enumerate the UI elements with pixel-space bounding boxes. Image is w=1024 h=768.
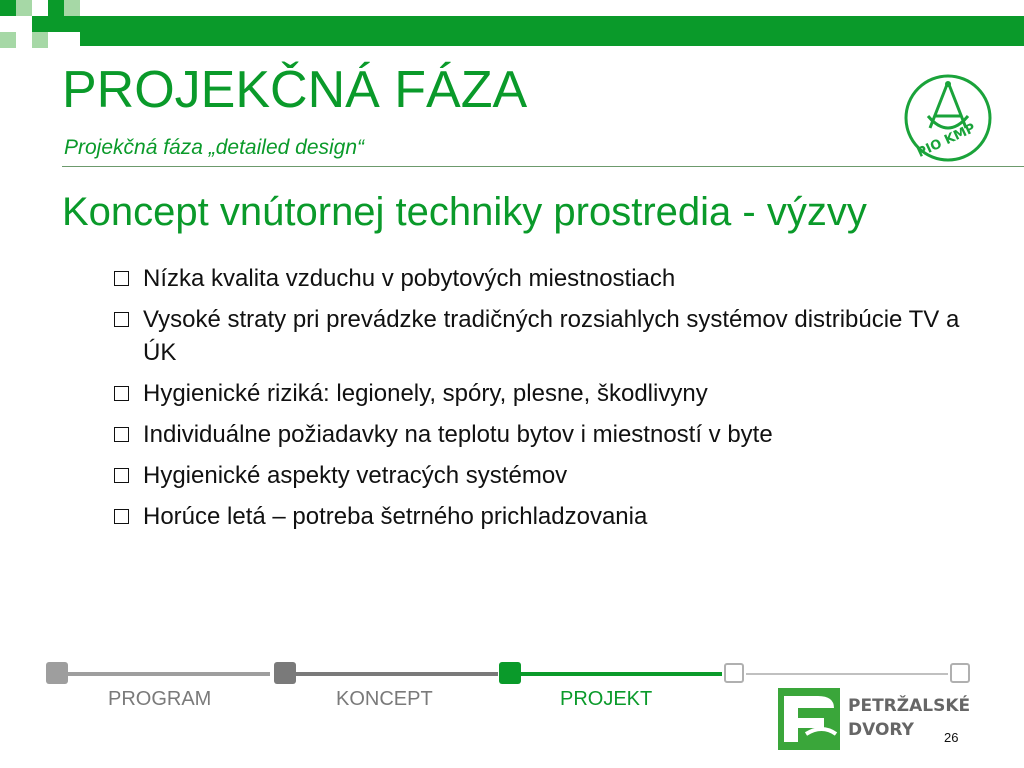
stage-node-pending (950, 663, 970, 683)
checkbox-bullet-icon (114, 468, 129, 483)
progress-segment (520, 672, 722, 676)
progress-segment (746, 673, 948, 675)
checkbox-bullet-icon (114, 386, 129, 401)
brand-logo (778, 688, 971, 750)
brand-mark-icon (778, 688, 840, 750)
bullet-text: Horúce letá – potreba šetrného prichladzovania (143, 503, 648, 530)
brand-name-line2: DVORY (848, 720, 914, 740)
list-item (112, 418, 972, 451)
slide-subtitle: Projekčná fáza „detailed design“ (64, 136, 365, 159)
list-item (112, 459, 972, 492)
page-number: 26 (944, 730, 959, 745)
checkbox-bullet-icon (114, 271, 129, 286)
progress-segment (296, 672, 498, 676)
brand-name-line1: PETRŽALSKÉ (848, 696, 971, 716)
checkbox-bullet-icon (114, 427, 129, 442)
stage-node-pending (724, 663, 744, 683)
list-item (112, 303, 972, 369)
bullet-text: Vysoké straty pri prevádzke tradičných rozsiahlych systémov distribúcie TV a ÚK (143, 306, 960, 366)
list-item (112, 262, 972, 295)
bullet-list (112, 262, 972, 541)
logo-text: PIO KMP (915, 120, 979, 161)
section-heading: Koncept vnútornej techniky prostredia - výzvy (62, 190, 867, 234)
stage-node-program (46, 662, 68, 684)
divider (62, 166, 1024, 167)
bullet-text: Individuálne požiadavky na teplotu bytov i miestností v byte (143, 421, 773, 448)
compass-logo-icon (900, 70, 996, 166)
list-item (112, 500, 972, 533)
bullet-text: Hygienické aspekty vetracých systémov (143, 462, 568, 489)
stage-label-koncept: KONCEPT (336, 688, 433, 710)
stage-node-koncept (274, 662, 296, 684)
slide-title: PROJEKČNÁ FÁZA (62, 61, 528, 119)
checkbox-bullet-icon (114, 312, 129, 327)
top-bar (80, 16, 1024, 46)
list-item (112, 377, 972, 410)
progress-segment (68, 672, 270, 676)
bullet-text: Nízka kvalita vzduchu v pobytových miestnostiach (143, 265, 676, 292)
bullet-text: Hygienické riziká: legionely, spóry, plesne, škodlivyny (143, 380, 708, 407)
stage-label-projekt: PROJEKT (560, 688, 653, 710)
stage-label-program: PROGRAM (108, 688, 212, 710)
stage-node-projekt (499, 662, 521, 684)
checkbox-bullet-icon (114, 509, 129, 524)
